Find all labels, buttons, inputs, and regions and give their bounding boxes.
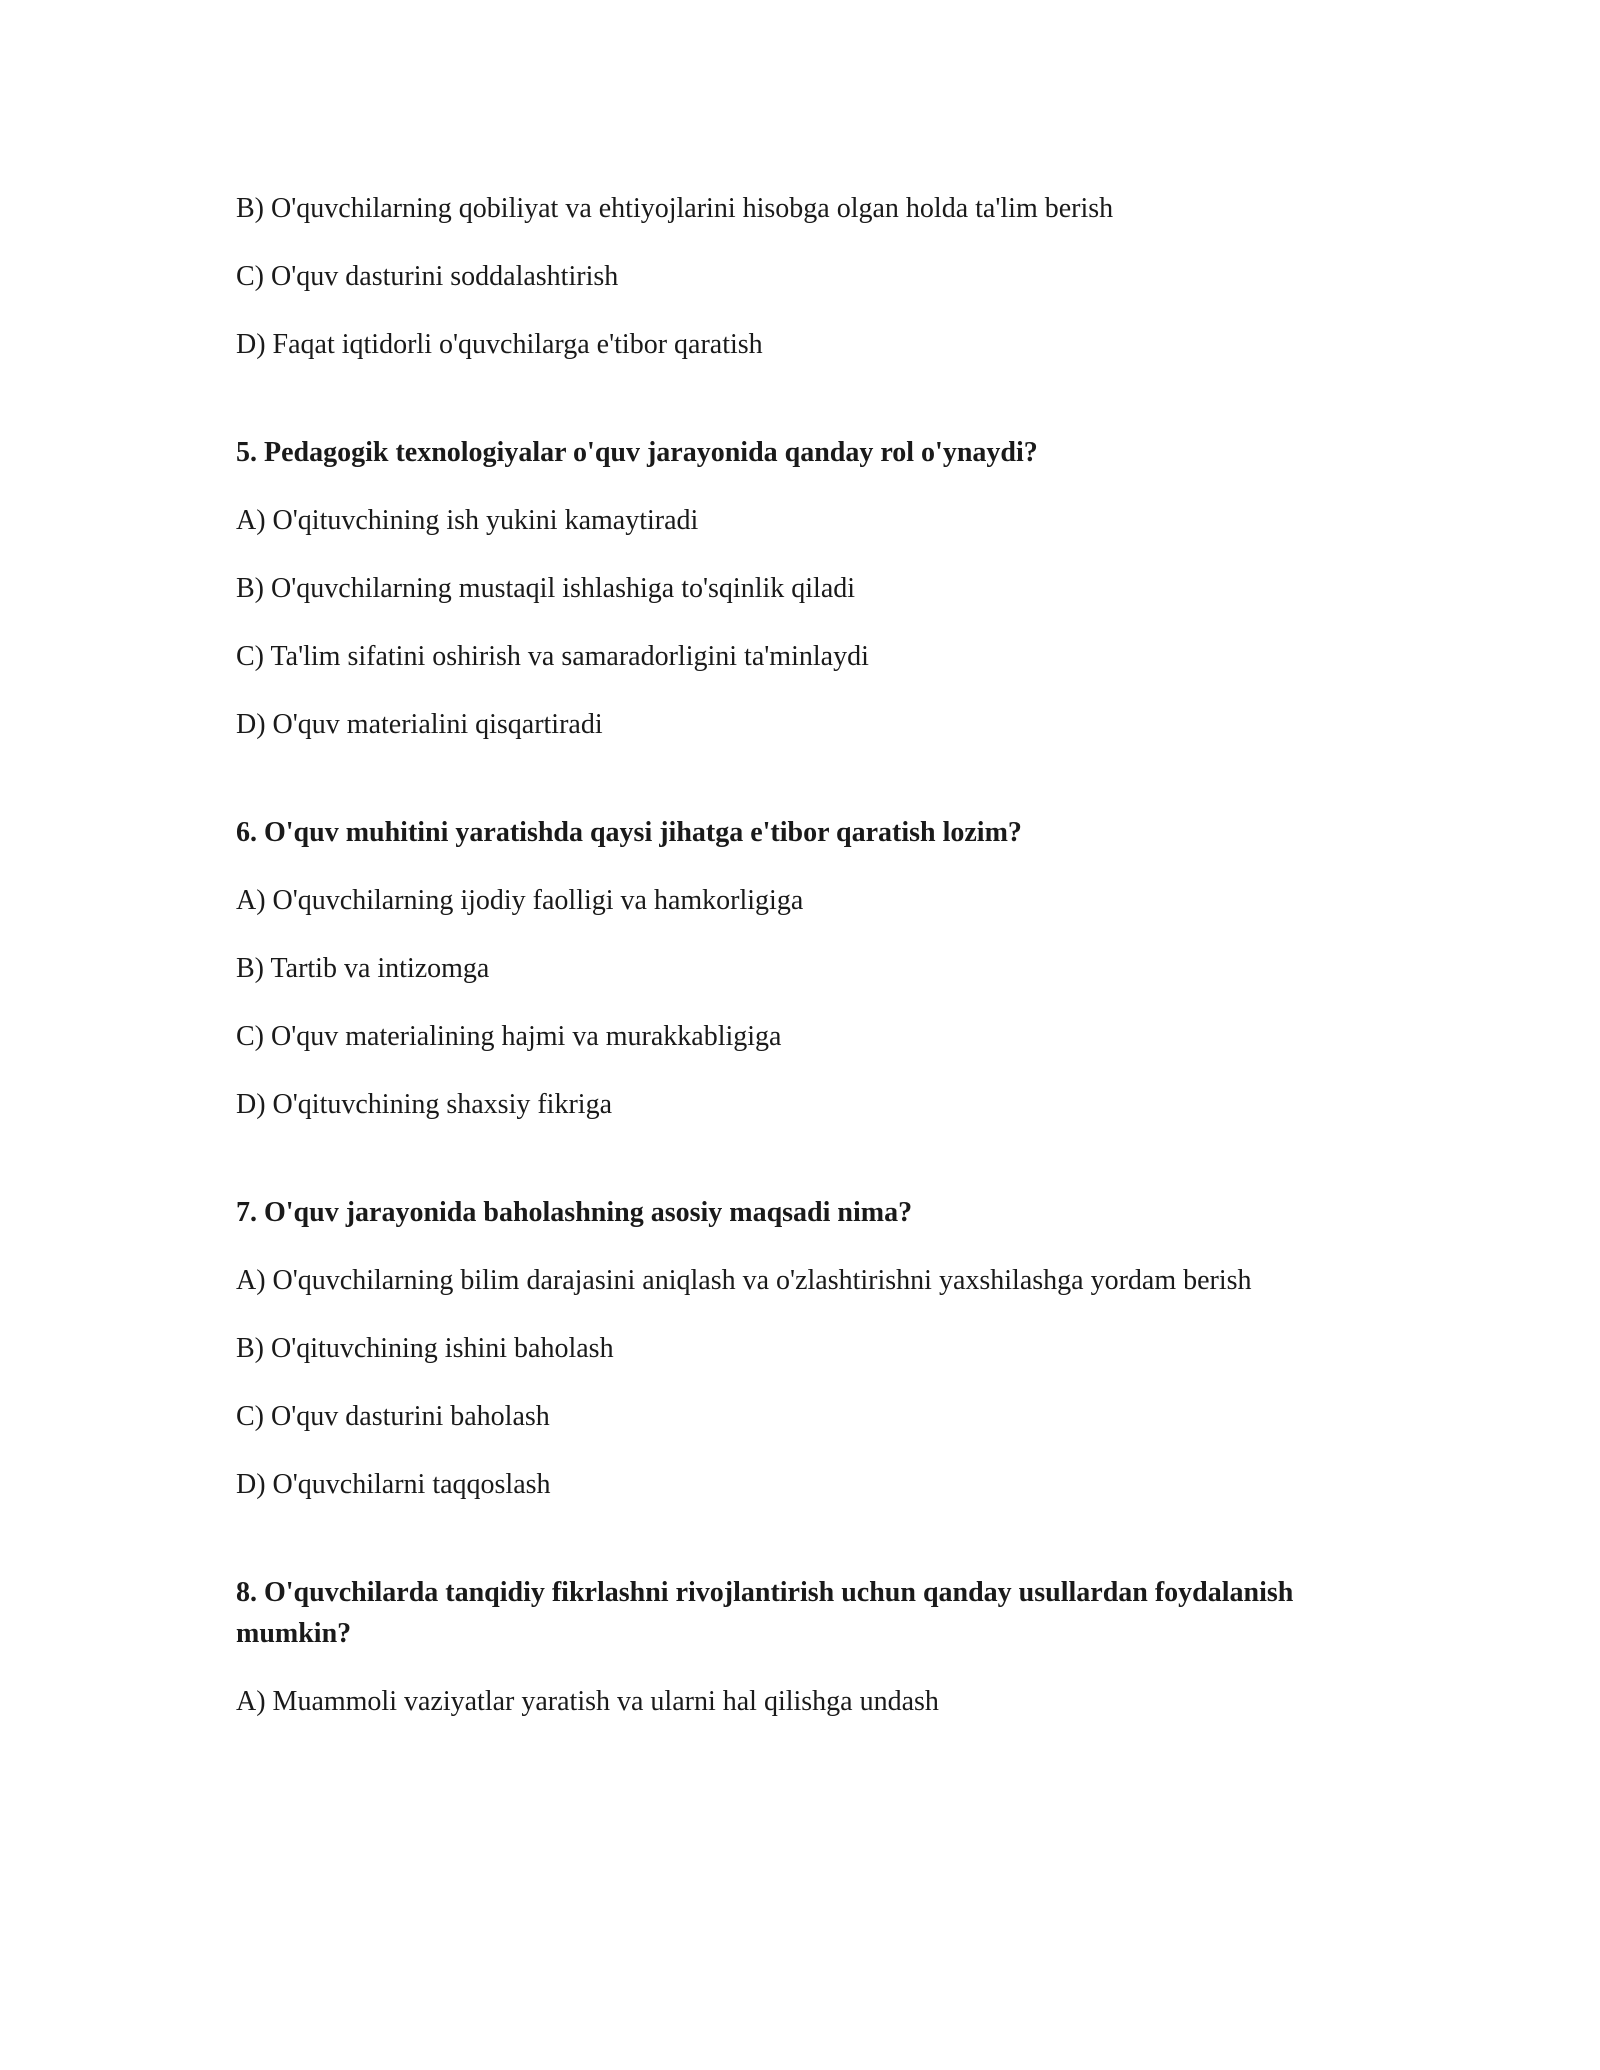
question-6 — [236, 812, 1316, 1125]
option-c: C) O'quv materialining hajmi va murakkabligiga — [236, 1021, 782, 1052]
option-d: D) O'qituvchining shaxsiy fikriga — [236, 1089, 612, 1120]
option-a: A) Muammoli vaziyatlar yaratish va ularni hal qilishga undash — [236, 1686, 939, 1717]
option-c: C) O'quv dasturini soddalashtirish — [236, 261, 619, 292]
option-a: A) O'qituvchining ish yukini kamaytiradi — [236, 505, 699, 536]
option-d: D) O'quv materialini qisqartiradi — [236, 709, 603, 740]
option-b: B) O'qituvchining ishini baholash — [236, 1333, 614, 1364]
option-d: D) O'quvchilarni taqqoslash — [236, 1469, 551, 1500]
question-8 — [236, 1572, 1316, 1722]
option-c: C) Ta'lim sifatini oshirish va samaradorligini ta'minlaydi — [236, 641, 869, 672]
option-b: B) O'quvchilarning mustaqil ishlashiga to'sqinlik qiladi — [236, 573, 856, 604]
question-5 — [236, 432, 1316, 745]
option-b: B) O'quvchilarning qobiliyat va ehtiyojlarini hisobga olgan holda ta'lim berish — [236, 193, 1114, 224]
question-title: 5. Pedagogik texnologiyalar o'quv jarayonida qanday rol o'ynaydi? — [236, 437, 1038, 468]
option-d: D) Faqat iqtidorli o'quvchilarga e'tibor qaratish — [236, 329, 763, 360]
question-title: 6. O'quv muhitini yaratishda qaysi jihatga e'tibor qaratish lozim? — [236, 817, 1022, 848]
question-title: 7. O'quv jarayonida baholashning asosiy maqsadi nima? — [236, 1197, 913, 1228]
question-title: 8. O'quvchilarda tanqidiy fikrlashni rivojlantirish uchun qanday usullardan foydalanish mumkin? — [236, 1577, 1294, 1649]
option-a: A) O'quvchilarning bilim darajasini aniqlash va o'zlashtirishni yaxshilashga yordam berish — [236, 1265, 1252, 1296]
question-4-continuation — [236, 188, 1316, 365]
document-page — [236, 188, 1316, 1722]
option-a: A) O'quvchilarning ijodiy faolligi va hamkorligiga — [236, 885, 804, 916]
option-b: B) Tartib va intizomga — [236, 953, 490, 984]
question-7 — [236, 1192, 1316, 1505]
option-c: C) O'quv dasturini baholash — [236, 1401, 550, 1432]
